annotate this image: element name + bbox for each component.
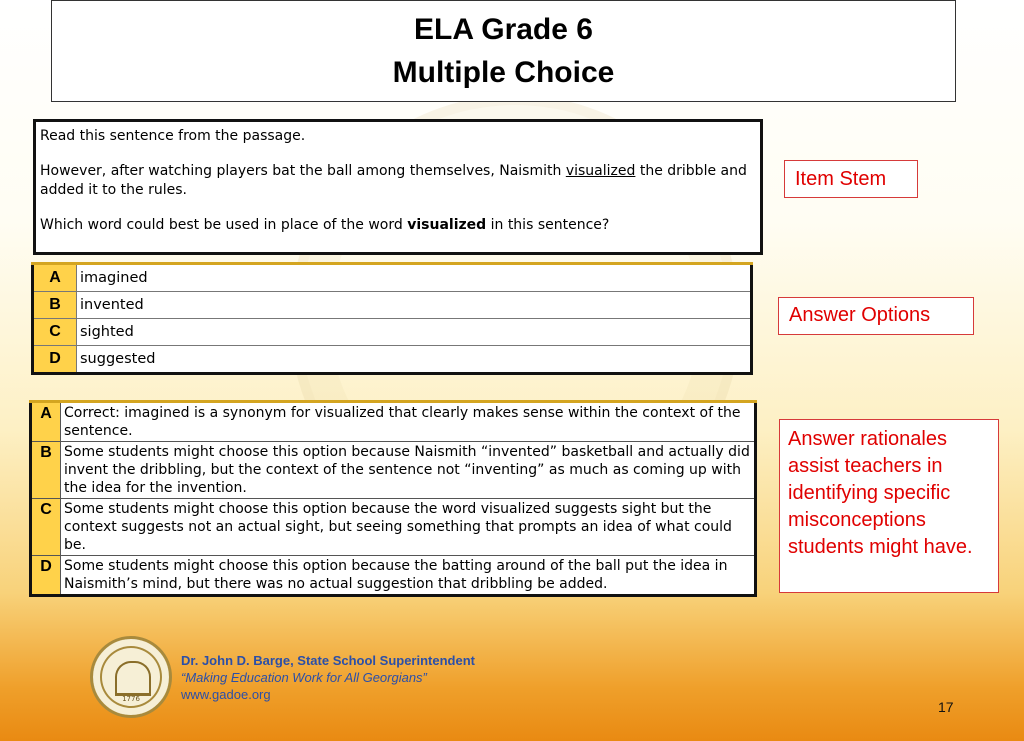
rationale-text: Some students might choose this option because Naismith “invented” basketball and actually did invent the dribbling, but the context of the sentence not “inventing” as much as coming up with the idea for the invention. [61, 442, 756, 499]
option-row [33, 346, 752, 374]
answer-options-table [31, 262, 753, 375]
option-row [33, 292, 752, 319]
rationale-letter: C [31, 499, 61, 556]
rationale-row [31, 442, 756, 499]
option-text: imagined [77, 264, 752, 292]
title-line-2: Multiple Choice [392, 56, 615, 89]
option-text: invented [77, 292, 752, 319]
rationale-text: Correct: imagined is a synonym for visualized that clearly makes sense within the context of the sentence. [61, 402, 756, 442]
answer-options-callout: Answer Options [778, 297, 974, 335]
stem-question-text: Which word could best be used in place of the word [40, 217, 408, 233]
stem-underlined-word: visualized [565, 163, 636, 179]
rationale-letter: B [31, 442, 61, 499]
rationale-letter: A [31, 402, 61, 442]
rationale-letter: D [31, 556, 61, 596]
option-text: suggested [77, 346, 752, 374]
stem-sentence [40, 162, 756, 200]
stem-question-end: in this sentence? [486, 217, 610, 233]
item-stem-callout: Item Stem [784, 160, 918, 198]
rationale-row [31, 556, 756, 596]
stem-instruction: Read this sentence from the passage. [40, 128, 306, 144]
stem-sentence-end: the dribble and added it to the rules. [40, 163, 747, 198]
footer-superintendent: Dr. John D. Barge, State School Superintendent [181, 653, 475, 668]
department-seal-logo [90, 636, 172, 718]
rationale-text: Some students might choose this option because the batting around of the ball put the idea in Naismith’s mind, but there was no actual suggestion that dribbling be added. [61, 556, 756, 596]
option-row [33, 264, 752, 292]
option-letter: B [33, 292, 77, 319]
rationale-row [31, 402, 756, 442]
footer-motto: “Making Education Work for All Georgians” [181, 670, 427, 685]
option-row [33, 319, 752, 346]
seal-arch-icon [115, 661, 151, 696]
stem-bold-word: visualized [407, 217, 487, 233]
footer-url: www.gadoe.org [181, 687, 271, 702]
stem-question [40, 216, 756, 235]
rationale-row [31, 499, 756, 556]
item-stem-box [33, 119, 763, 255]
option-letter: A [33, 264, 77, 292]
option-text: sighted [77, 319, 752, 346]
slide-title [51, 0, 956, 102]
footer [181, 652, 475, 703]
answer-rationales-callout: Answer rationales assist teachers in identifying specific misconceptions students might have. [779, 419, 999, 593]
option-letter: C [33, 319, 77, 346]
title-line-1: ELA Grade 6 [414, 13, 593, 46]
rationale-text: Some students might choose this option because the word visualized suggests sight but the context suggests not an actual sight, but seeing something that prompts an idea of what could be. [61, 499, 756, 556]
page-number: 17 [938, 699, 954, 715]
seal-year: 1776 [122, 695, 140, 703]
stem-sentence-text: However, after watching players bat the ball among themselves, Naismith [40, 163, 566, 179]
option-letter: D [33, 346, 77, 374]
answer-rationales-table [29, 400, 757, 597]
